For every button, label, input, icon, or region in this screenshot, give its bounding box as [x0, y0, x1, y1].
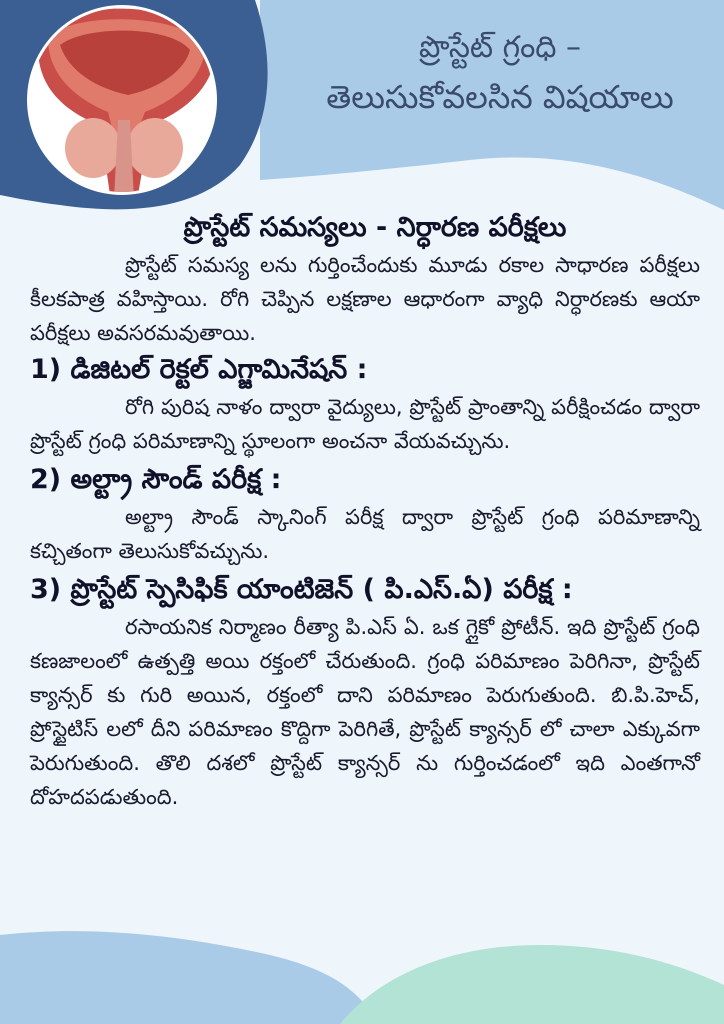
page-title-line-2: తెలుసుకోవలసిన విషయాలు: [326, 78, 674, 116]
main-heading: ప్రొస్టేట్ సమస్యలు - నిర్ధారణ పరీక్షలు: [183, 212, 567, 243]
section-body-3: రసాయనిక నిర్మాణం రీత్యా పి.ఎస్ ఏ. ఒక గ్లైకో ప్రోటీన్. ఇది ప్రొస్టేట్ గ్రంధి కణజాలంలో ఉత్పత్తి అయి రక్తంలో చేరుతుంది. గ్రంధి పరిమాణం పెరిగినా, ప్రొస్టేట్ క్యాన్సర్ కు గురి అయిన, రక్తంలో దాని పరిమాణం పెరుగుతుంది. బి.పి.హెచ్, ప్రోస్టైటిస్ లలో దీని పరిమాణం కొద్దిగా పెరిగితే, ప్రొస్టేట్ క్యాన్సర్ లో చాలా ఎక్కువగా పెరుగుతుంది. తొలి దశలో ప్రొస్టేట్ క్యాన్సర్ ను గుర్తించడంలో ఇది ఎంతగానో దోహదపడుతుంది.: [30, 615, 700, 809]
intro-paragraph: ప్రొస్టేట్ సమస్య లను గుర్తించేందుకు మూడు రకాల సాధారణ పరీక్షలు కీలకపాత్ర వహిస్తాయి. రోగి చెప్పిన లక్షణాల ఆధారంగా వ్యాధి నిర్ధారణకు ఆయా పరీక్షలు అవసరమవుతాయి.: [30, 253, 700, 345]
section-heading-1: 1) డిజిటల్ రెక్టల్ ఎగ్జామినేషన్ :: [30, 354, 368, 385]
page-title-line-1: ప్రొస్టేట్ గ్రంధి –: [419, 30, 581, 65]
section-heading-3: 3) ప్రొస్టేట్ స్పెసిఫిక్ యాంటిజెన్ ( పి.ఎస్.ఏ) పరీక్ష :: [30, 574, 573, 605]
article: [30, 208, 700, 814]
section-heading-2: 2) అల్ట్రా సౌండ్ పరీక్ష :: [30, 464, 282, 495]
section-body-2: అల్ట్రా సౌండ్ స్కానింగ్ పరీక్ష ద్వారా ప్రొస్టేట్ గ్రంధి పరిమాణాన్ని కచ్చితంగా తెలుసుకోవచ్చును.: [30, 505, 700, 563]
section-body-1: రోగి పురిష నాళం ద్వారా వైద్యులు, ప్రొస్టేట్ ప్రాంతాన్ని పరీక్షించడం ద్వారా ప్రొస్టేట్ గ్రంధి పరిమాణాన్ని స్థూలంగా అంచనా వేయవచ్చును.: [30, 395, 700, 453]
